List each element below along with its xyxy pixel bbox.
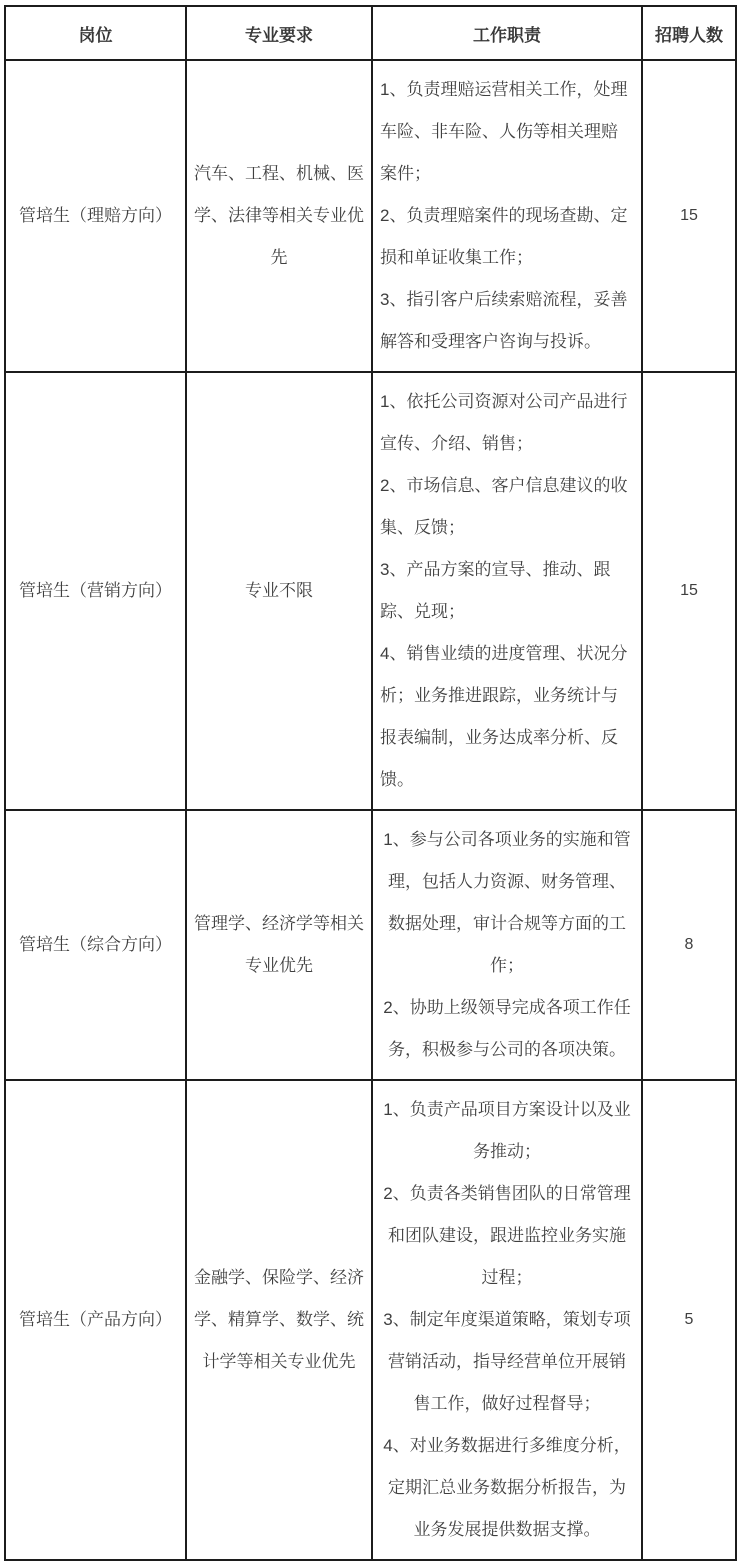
duties-cell bbox=[372, 372, 642, 810]
duty-paragraph: 3、产品方案的宣导、推动、跟踪、兑现； bbox=[380, 560, 611, 621]
duty-paragraph: 4、对业务数据进行多维度分析，定期汇总业务数据分析报告，为业务发展提供数据支撑。 bbox=[383, 1436, 631, 1539]
duty-paragraph: 1、负责理赔运营相关工作，处理车险、非车险、人伤等相关理赔案件； bbox=[380, 80, 628, 183]
position-cell: 管培生（营销方向） bbox=[5, 372, 186, 810]
headcount-cell: 15 bbox=[642, 60, 736, 372]
table-row bbox=[5, 372, 736, 810]
header-job-duties: 工作职责 bbox=[372, 6, 642, 60]
table-row bbox=[5, 60, 736, 372]
duty-paragraph: 1、参与公司各项业务的实施和管理，包括人力资源、财务管理、数据处理，审计合规等方面的工作； bbox=[383, 830, 631, 975]
recruitment-table bbox=[4, 5, 737, 1561]
duty-paragraph: 4、销售业绩的进度管理、状况分析；业务推进跟踪，业务统计与报表编制，业务达成率分析、反馈。 bbox=[380, 644, 628, 789]
major-cell: 管理学、经济学等相关专业优先 bbox=[186, 810, 372, 1080]
headcount-cell: 5 bbox=[642, 1080, 736, 1560]
duties-cell bbox=[372, 60, 642, 372]
duties-cell bbox=[372, 810, 642, 1080]
duty-paragraph: 2、负责各类销售团队的日常管理和团队建设，跟进监控业务实施过程； bbox=[383, 1184, 631, 1287]
duties-cell bbox=[372, 1080, 642, 1560]
duty-paragraph: 3、指引客户后续索赔流程，妥善解答和受理客户咨询与投诉。 bbox=[380, 290, 628, 351]
duty-paragraph: 1、依托公司资源对公司产品进行宣传、介绍、销售； bbox=[380, 392, 628, 453]
table-row bbox=[5, 810, 736, 1080]
major-cell: 汽车、工程、机械、医学、法律等相关专业优先 bbox=[186, 60, 372, 372]
table-row bbox=[5, 1080, 736, 1560]
table-header-row bbox=[5, 6, 736, 60]
duty-paragraph: 2、协助上级领导完成各项工作任务，积极参与公司的各项决策。 bbox=[383, 998, 631, 1059]
major-cell: 金融学、保险学、经济学、精算学、数学、统计学等相关专业优先 bbox=[186, 1080, 372, 1560]
header-major-requirement: 专业要求 bbox=[186, 6, 372, 60]
position-cell: 管培生（产品方向） bbox=[5, 1080, 186, 1560]
duty-paragraph: 2、负责理赔案件的现场查勘、定损和单证收集工作； bbox=[380, 206, 628, 267]
duty-paragraph: 1、负责产品项目方案设计以及业务推动； bbox=[383, 1100, 631, 1161]
headcount-cell: 8 bbox=[642, 810, 736, 1080]
header-position: 岗位 bbox=[5, 6, 186, 60]
major-cell: 专业不限 bbox=[186, 372, 372, 810]
header-headcount: 招聘人数 bbox=[642, 6, 736, 60]
duty-paragraph: 2、市场信息、客户信息建议的收集、反馈； bbox=[380, 476, 628, 537]
duty-paragraph: 3、制定年度渠道策略，策划专项营销活动，指导经营单位开展销售工作，做好过程督导； bbox=[383, 1310, 631, 1413]
position-cell: 管培生（理赔方向） bbox=[5, 60, 186, 372]
position-cell: 管培生（综合方向） bbox=[5, 810, 186, 1080]
headcount-cell: 15 bbox=[642, 372, 736, 810]
